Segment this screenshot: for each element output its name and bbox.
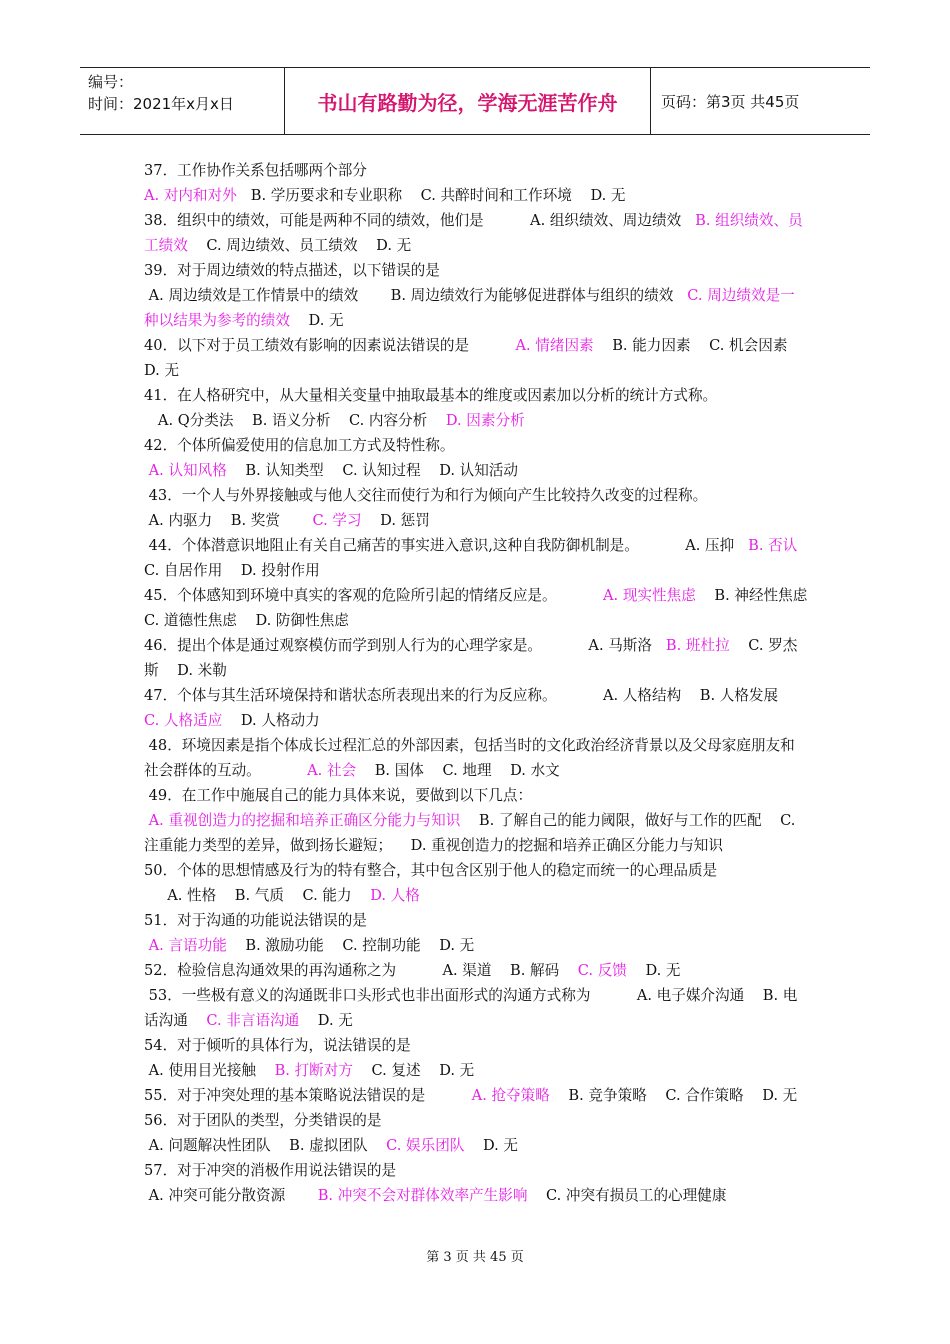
question-text: 57．对于冲突的消极作用说法错误的是 [144, 1162, 397, 1179]
question-text: 49．在工作中施展自己的能力具体来说，要做到以下几点： [144, 787, 533, 804]
page-footer: 第 3 页 共 45 页 [426, 1250, 524, 1265]
question-paragraph [144, 383, 808, 408]
question-text: D. 人格动力 [222, 712, 320, 729]
question-text: 47．个体与其生活环境保持和谐状态所表现出来的行为反应称。 A. 人格结构 B. 人格发展 [144, 687, 797, 704]
correct-answer: B. 否认 [748, 537, 798, 554]
question-paragraph [144, 508, 808, 533]
correct-answer: B. 班杜拉 [665, 637, 730, 654]
question-text: B. 了解自己的能力阈限，做好与工作的匹配 C. 注重能力类型的差异，做到扬长避短； D. 重视创造力的挖掘和培养正确区分能力与知识 [144, 812, 801, 854]
correct-answer: A. 现实性焦虑 [603, 587, 696, 604]
question-paragraph [144, 208, 808, 258]
question-paragraph [144, 408, 808, 433]
correct-answer: B. 组织绩效、员工绩效 [144, 212, 803, 254]
question-text: 51．对于沟通的功能说法错误的是 [144, 912, 367, 929]
question-text: B. 能力因素 C. 机会因素 D. 无 [144, 337, 806, 379]
question-text: 53．一些极有意义的沟通既非口头形式也非出面形式的沟通方式称为 A. 电子媒介沟通 B. 电话沟通 [144, 987, 798, 1029]
correct-answer: A. 重视创造力的挖掘和培养正确区分能力与知识 [148, 812, 461, 829]
question-paragraph [144, 533, 816, 583]
question-text: 54．对于倾听的具体行为，说法错误的是 [144, 1037, 411, 1054]
question-text: 43．一个人与外界接触或与他人交往而使行为和行为倾向产生比较持久改变的过程称。 [144, 487, 708, 504]
question-paragraph [144, 583, 826, 633]
correct-answer: C. 学习 [312, 512, 362, 529]
question-text: C. 冲突有损员工的心理健康 [527, 1187, 727, 1204]
question-text: 46．提出个体是通过观察模仿而学到别人行为的心理学家是。 A. 马斯洛 [144, 637, 666, 654]
question-text: A. 冲突可能分散资源 [144, 1187, 318, 1204]
correct-answer: C. 非言语沟通 [206, 1012, 300, 1029]
question-text: A. 内驱力 B. 奖赏 [144, 512, 313, 529]
question-paragraph [144, 683, 808, 733]
header-motto: 书山有路勤为径，学海无涯苦作舟 [285, 68, 651, 134]
question-text: 42．个体所偏爱使用的信息加工方式及特性称。 [144, 437, 455, 454]
question-text: B. 竞争策略 C. 合作策略 D. 无 56．对于团队的类型，分类错误的是 [144, 1087, 802, 1129]
question-text: C. 周边绩效、员工绩效 D. 无 [187, 237, 412, 254]
header-page-info: 页码：第3页 共45页 [661, 92, 800, 111]
question-paragraph [144, 733, 808, 783]
question-text: D. 无 [464, 1137, 519, 1154]
question-text: D. 无 [299, 1012, 353, 1029]
correct-answer: D. 人格 [370, 887, 420, 904]
page-header [80, 67, 870, 135]
question-paragraph [144, 983, 808, 1033]
correct-answer: B. 冲突不会对群体效率产生影响 [317, 1187, 528, 1204]
question-paragraph [144, 783, 808, 808]
question-text: B. 神经性焦虑 C. 道德性焦虑 D. 防御性焦虑 [144, 587, 826, 629]
question-paragraph [144, 1158, 808, 1183]
question-text: 38．组织中的绩效，可能是两种不同的绩效，他们是 A. 组织绩效、周边绩效 [144, 212, 696, 229]
question-paragraph [144, 633, 808, 683]
question-text: 40．以下对于员工绩效有影响的因素说法错误的是 [144, 337, 516, 354]
correct-answer: D. 因素分析 [445, 412, 525, 429]
question-list [144, 158, 826, 1208]
header-left-cell [80, 68, 285, 134]
question-text: 39．对于周边绩效的特点描述，以下错误的是 [144, 262, 440, 279]
question-text: 41．在人格研究中，从大量相关变量中抽取最基本的维度或因素加以分析的统计方式称。 [144, 387, 718, 404]
question-paragraph [144, 933, 808, 958]
question-text: 55．对于冲突处理的基本策略说法错误的是 [144, 1087, 472, 1104]
question-text: A. 使用目光接触 [144, 1062, 275, 1079]
correct-answer: C. 周边绩效是一种以结果为参考的绩效 [144, 287, 795, 329]
question-text: A. 性格 B. 气质 C. 能力 [144, 887, 371, 904]
question-text: 45．个体感知到环境中真实的客观的危险所引起的情绪反应是。 [144, 587, 603, 604]
correct-answer: A. 情绪因素 [515, 337, 594, 354]
correct-answer: A. 社会 [307, 762, 357, 779]
correct-answer: B. 打断对方 [274, 1062, 353, 1079]
question-paragraph [144, 433, 808, 458]
question-text: B. 国体 C. 地理 D. 水文 [356, 762, 560, 779]
question-paragraph [144, 1033, 808, 1058]
date-label: 时间：2021年x月x日 [88, 95, 234, 113]
question-paragraph [144, 283, 808, 333]
question-text: B. 激励功能 C. 控制功能 D. 无 [226, 937, 475, 954]
correct-answer: A. 对内和对外 [144, 187, 237, 204]
correct-answer: A. 言语功能 [148, 937, 227, 954]
question-paragraph [144, 258, 808, 283]
question-text: 44．个体潜意识地阻止有关自己痛苦的事实进入意识,这种自我防御机制是。 A. 压抑 [144, 537, 749, 554]
correct-answer: C. 娱乐团队 [386, 1137, 465, 1154]
question-paragraph [144, 1058, 808, 1083]
question-paragraph [144, 858, 808, 883]
correct-answer: A. 抢夺策略 [471, 1087, 550, 1104]
code-label: 编号： [88, 73, 134, 91]
question-paragraph [144, 883, 808, 908]
correct-answer: C. 反馈 [577, 962, 627, 979]
question-text: D. 无 [626, 962, 681, 979]
question-paragraph [144, 483, 808, 508]
question-paragraph [144, 908, 808, 933]
question-paragraph [144, 958, 808, 983]
question-paragraph [144, 808, 808, 858]
question-paragraph [144, 333, 808, 383]
question-text: C. 罗杰斯 D. 米勒 [144, 637, 798, 679]
question-paragraph [144, 1133, 808, 1158]
question-text: 37．工作协作关系包括哪两个部分 [144, 162, 367, 179]
question-paragraph [144, 1083, 808, 1133]
question-text: B. 学历要求和专业职称 C. 共醉时间和工作环境 D. 无 [236, 187, 626, 204]
question-text: 50．个体的思想情感及行为的特有整合，其中包含区别于他人的稳定而统一的心理品质是 [144, 862, 718, 879]
question-text: 52．检验信息沟通效果的再沟通称之为 A. 渠道 B. 解码 [144, 962, 578, 979]
correct-answer: A. 认知风格 [148, 462, 227, 479]
question-text: B. 认知类型 C. 认知过程 D. 认知活动 [226, 462, 519, 479]
question-text: D. 惩罚 [361, 512, 430, 529]
question-text: 48．环境因素是指个体成长过程汇总的外部因素，包括当时的文化政治经济背景以及父母家庭朋友和社会群体的互动。 [144, 737, 795, 779]
correct-answer: C. 人格适应 [144, 712, 223, 729]
question-text: D. 无 [289, 312, 344, 329]
question-text: C. 复述 D. 无 [352, 1062, 475, 1079]
question-text: C. 自居作用 D. 投射作用 [144, 537, 816, 579]
question-paragraph [144, 458, 808, 483]
question-text: A. 问题解决性团队 B. 虚拟团队 [144, 1137, 387, 1154]
question-paragraph [144, 183, 808, 208]
question-paragraph [144, 1183, 808, 1208]
question-paragraph [144, 158, 808, 183]
question-text: A. 周边绩效是工作情景中的绩效 B. 周边绩效行为能够促进群体与组织的绩效 [144, 287, 688, 304]
question-text: A. Q分类法 B. 语义分析 C. 内容分析 [144, 412, 446, 429]
